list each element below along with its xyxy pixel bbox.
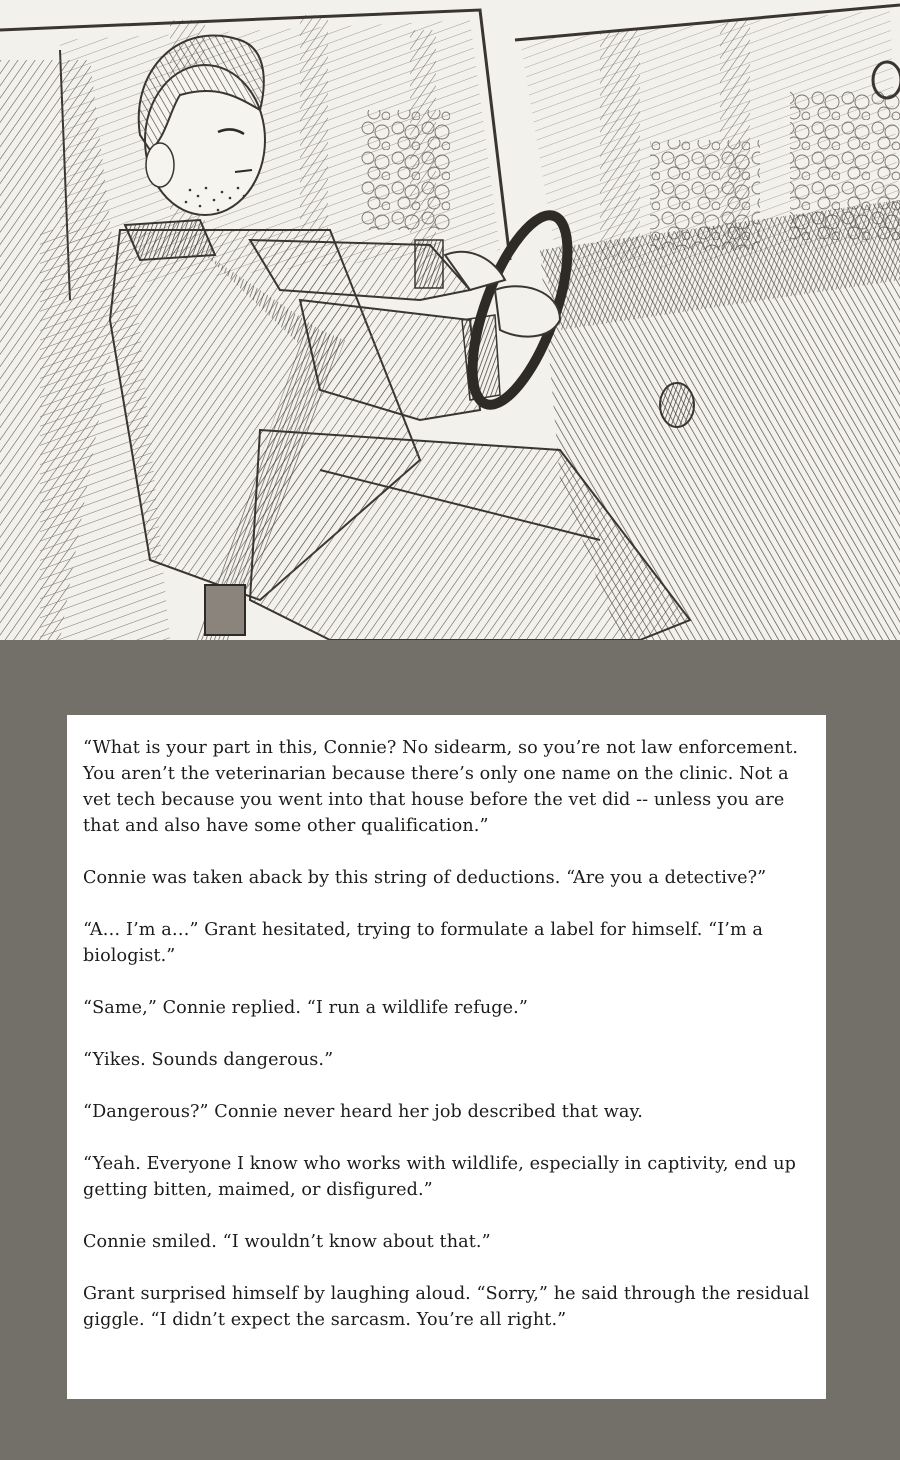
- story-paragraph: Connie smiled. “I wouldn’t know about that.”: [83, 1232, 491, 1252]
- story-paragraph: “Dangerous?” Connie never heard her job described that way.: [83, 1102, 643, 1122]
- story-paragraph: “A… I’m a…” Grant hesitated, trying to formulate a label for himself. “I’m a biologist.”: [83, 920, 764, 966]
- story-text-card: [67, 715, 826, 1399]
- driver-sketch-icon: [0, 0, 900, 640]
- story-paragraph: “Yikes. Sounds dangerous.”: [83, 1050, 334, 1070]
- story-paragraph: “Same,” Connie replied. “I run a wildlife refuge.”: [83, 998, 528, 1018]
- story-paragraph: Grant surprised himself by laughing aloud. “Sorry,” he said through the residual giggle. “I didn’t expect the sarcasm. You’re all right.”: [83, 1284, 810, 1330]
- sketch-illustration: [0, 0, 900, 640]
- story-paragraph: “What is your part in this, Connie? No sidearm, so you’re not law enforcement. You aren’t the veterinarian because there’s only one name on the clinic. Not a vet tech because you went into that house before the vet did -- unless you are that and also have some other qualification.”: [83, 738, 799, 836]
- story-paragraph: Connie was taken aback by this string of deductions. “Are you a detective?”: [83, 868, 767, 888]
- story-paragraph: “Yeah. Everyone I know who works with wildlife, especially in captivity, end up getting bitten, maimed, or disfigured.”: [83, 1154, 797, 1200]
